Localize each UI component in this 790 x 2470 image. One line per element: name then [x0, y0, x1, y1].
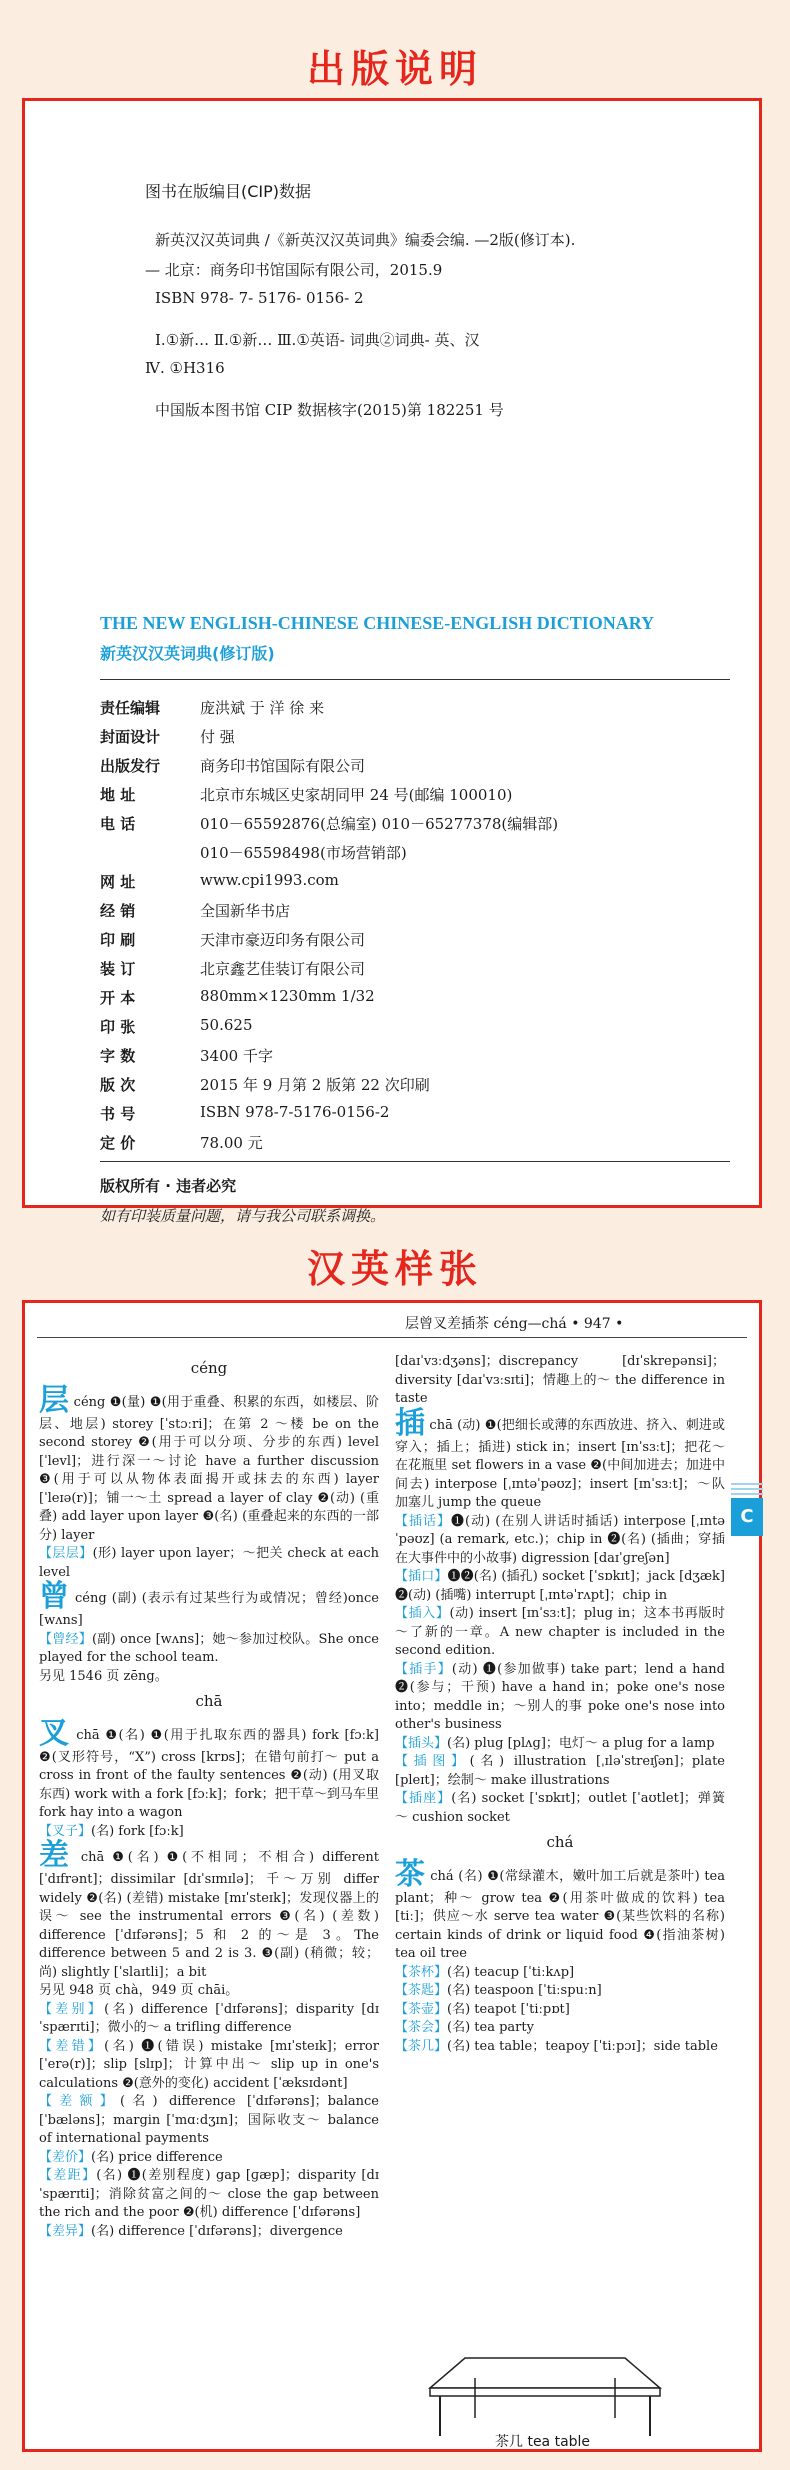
- sub-headword: 【插头】: [395, 1735, 448, 1751]
- dictionary-entry: [395, 1856, 726, 1964]
- sub-headword: 【差距】: [39, 2168, 97, 2183]
- pub-info-value: 付 强: [200, 728, 235, 746]
- pub-info-label: 装 订: [100, 960, 136, 978]
- sub-entry: [395, 1790, 725, 1827]
- book-title-english: THE NEW ENGLISH-CHINESE CHINESE-ENGLISH DICTIONARY: [100, 613, 655, 633]
- pinyin-heading: chá: [546, 1833, 574, 1851]
- pub-info-label: 网 址: [100, 873, 136, 891]
- sub-entry: [395, 1605, 725, 1661]
- pub-info-label: 电 话: [100, 815, 136, 833]
- sub-entry: [39, 2038, 379, 2094]
- sub-headword: 【差异】: [39, 2223, 92, 2239]
- sub-entry: [395, 1513, 725, 1569]
- pub-info-value: 50.625: [200, 1016, 253, 1034]
- pub-info-value: 全国新华书店: [200, 902, 291, 920]
- sub-entry: [395, 1753, 725, 1790]
- sub-entry: [39, 2223, 379, 2242]
- sub-entry-text: ❶❷(名) (插孔) socket [ˈsɒkɪt]；jack [dʒæk] ❷(动) (插嘴) interrupt [ˌɪntəˈrʌpt]；chip in: [395, 1569, 725, 1603]
- sub-entry-text: (名) ❶(错误) mistake [mɪˈsteɪk]；error [ˈerə(r)]；slip [slɪp]；计算中出～ slip up in one's calculations ❷(意外的变化) accident [ˈæksɪdənt]: [39, 2038, 379, 2091]
- sub-entry: [395, 1661, 725, 1735]
- pub-info-value: 北京鑫艺佳装订有限公司: [200, 960, 366, 978]
- cip-line: Ⅰ.①新… Ⅱ.①新… Ⅲ.①英语- 词典②词典- 英、汉: [155, 331, 480, 349]
- entry-text: chā ❶(名) ❶(用于扎取东西的器具) fork [fɔːk] ❷(叉形符号，“X”) cross [krɒs]；在错句前打～ put a cross in front of the faulty sentences ❷(动) (用叉取东西) work with a fork [fɔːk]；fork；把干草～到马车里 fork hay into a wagon: [39, 1727, 380, 1820]
- sub-entry-text: (名) difference [ˈdɪfərəns]；balance [ˈbæləns]；margin [ˈmɑːdʒɪn]；国际收支～ balance of international payments: [39, 2094, 379, 2146]
- cip-line: 中国版本图书馆 CIP 数据核字(2015)第 182251 号: [155, 401, 504, 419]
- sub-headword: 【叉子】: [39, 1823, 92, 1839]
- pub-info-value: 商务印书馆国际有限公司: [200, 757, 366, 775]
- cip-line: ISBN 978- 7- 5176- 0156- 2: [155, 289, 364, 307]
- pub-info-label: 封面设计: [100, 728, 161, 746]
- thumb-index-stripes: [731, 1483, 763, 1498]
- sub-entry-text: (名) plug [plʌɡ]；电灯～ a plug for a lamp: [447, 1735, 715, 1751]
- pub-info-value: 010－65598498(市场营销部): [200, 844, 407, 862]
- pub-info-value: www.cpi1993.com: [200, 871, 339, 889]
- pub-info-label: 出版发行: [100, 757, 161, 775]
- dictionary-entry: [39, 1579, 380, 1631]
- cross-reference: 另见 1546 页 zēng。: [39, 1668, 168, 1684]
- headword: 插: [395, 1405, 426, 1441]
- entry-text: céng (副) (表示有过某些行为或情况；曾经)once [wʌns]: [39, 1591, 380, 1628]
- pub-info-label: 责任编辑: [100, 699, 161, 717]
- pinyin-heading: chā: [195, 1692, 223, 1710]
- headword: 曾: [39, 1579, 70, 1614]
- cip-heading: 图书在版编目(CIP)数据: [145, 182, 312, 201]
- headword: 差: [39, 1838, 73, 1873]
- pub-info-label: 地 址: [100, 786, 136, 804]
- sub-entry-text: (名) teapot [ˈtiːpɒt]: [447, 2001, 570, 2017]
- copyright-page-panel: [22, 98, 762, 1225]
- sub-headword: 【差错】: [39, 2038, 105, 2054]
- sub-headword: 【插话】: [395, 1513, 452, 1529]
- sub-entry: [395, 2038, 725, 2057]
- sub-headword: 【曾经】: [39, 1631, 92, 1647]
- sub-entry-text: (名) tea table；teapoy [ˈtiːpɔɪ]；side table: [447, 2038, 718, 2054]
- sub-entry: [39, 1823, 379, 1842]
- cip-line: — 北京：商务印书馆国际有限公司，2015.9: [145, 261, 443, 279]
- sub-entry-text: (名) teaspoon [ˈtiːspuːn]: [447, 1983, 602, 1998]
- pub-info-label: 经 销: [100, 902, 136, 920]
- cross-reference: [daɪˈvɜːdʒəns]；discrepancy [dɪˈskrepənsi]；diversity [daɪˈvɜːsɪti]；情趣上的～ the difference in taste: [395, 1354, 725, 1406]
- pub-info-value: 天津市豪迈印务有限公司: [200, 931, 366, 949]
- sub-entry-text: (名) difference [ˈdɪfərəns]；divergence: [91, 2223, 343, 2239]
- headword: 叉: [39, 1715, 71, 1751]
- sub-headword: 【差价】: [39, 2149, 92, 2165]
- dictionary-entry: [395, 1405, 726, 1513]
- illustration-caption: 茶几 tea table: [495, 2434, 591, 2450]
- pub-info-value: 庞洪斌 于 洋 徐 来: [200, 699, 325, 717]
- pub-info-label: 定 价: [100, 1134, 136, 1152]
- sub-entry: [395, 2001, 725, 2020]
- thumb-index-tab: C: [731, 1498, 763, 1536]
- divider: [100, 1161, 730, 1162]
- headword: 茶: [395, 1856, 426, 1892]
- headword: 层: [39, 1382, 70, 1418]
- dictionary-sample-panel: [22, 1300, 762, 2452]
- sub-entry: [39, 2149, 379, 2168]
- pub-info-value: 010－65592876(总编室) 010－65277378(编辑部): [200, 815, 559, 833]
- entry-text: chā ❶(名) ❶(不相同；不相合) different [ˈdɪfrənt]；dissimilar [dɪˈsɪmɪlə]；千～万别 differ widely ❷(名) (差错) mistake [mɪˈsteɪk]；发现仪器上的误～ see the instrumental errors ❸(名) (差数) difference [ˈdɪfərəns]；5 和 2 的～是 3。The difference between 5 and 2 is 3. ❸(副) (稍微；较；尚) slightly [ˈslaɪtli]；a bit: [39, 1850, 379, 1980]
- sub-entry: [395, 1735, 725, 1754]
- sub-entry-text: (名) difference [ˈdɪfərəns]；disparity [dɪˈspærɪti]；微小的～ a trifling difference: [39, 2001, 379, 2035]
- sub-entry-text: (名) socket [ˈsɒkɪt]；outlet [ˈaʊtlet]；弹簧～ cushion socket: [395, 1791, 725, 1825]
- sub-entry-text: (动) ❶(参加做事) take part；lend a hand ❷(参与；干预) have a hand in；poke one's nose into；meddle in；～别人的事 poke one's nose into other's business: [395, 1661, 725, 1732]
- sample-section-title: 汉英样张: [306, 1247, 483, 1291]
- sub-headword: 【茶几】: [395, 2038, 448, 2054]
- sub-entry-text: (名) fork [fɔːk]: [91, 1823, 184, 1839]
- sub-headword: 【茶匙】: [395, 1983, 448, 1998]
- sub-entry-text: (动) insert [ɪnˈsɜːt]；plug in；这本书再版时～了新的一章。A new chapter is included in the second edition.: [395, 1606, 725, 1658]
- sub-headword: 【插手】: [395, 1661, 452, 1677]
- header-rule: [37, 1337, 747, 1338]
- entry-text: chá (名) ❶(常绿灌木，嫩叶加工后就是茶叶) tea plant；种～ grow tea ❷(用茶叶做成的饮料) tea [tiː]；供应～水 serve tea water ❸(某些饮料的名称) certain kinds of drink or liquid food ❹(指油茶树) tea oil tree: [395, 1868, 726, 1961]
- pub-info-label: 印 刷: [100, 931, 136, 949]
- sub-entry: [395, 1964, 725, 1983]
- page-header: 层曾叉差插茶 céng—chá • 947 •: [405, 1316, 624, 1332]
- sub-headword: 【插座】: [395, 1791, 452, 1806]
- publication-section-title: 出版说明: [306, 47, 483, 91]
- pub-info-value: 880mm×1230mm 1/32: [200, 987, 375, 1005]
- pub-info-value: 2015 年 9 月第 2 版第 22 次印刷: [200, 1076, 430, 1094]
- sub-headword: 【茶壶】: [395, 2001, 448, 2017]
- pub-info-label: 版 次: [100, 1076, 136, 1094]
- left-column: [39, 1353, 379, 2241]
- dictionary-entry: [39, 1715, 380, 1823]
- copyright-line: 版权所有 · 违者必究: [100, 1177, 237, 1195]
- cross-reference: 另见 948 页 chà，949 页 chāi。: [39, 1983, 239, 1998]
- entry-text: chā (动) ❶(把细长或薄的东西放进、挤入、刺进或穿入；插上；插进) stick in；insert [ɪnˈsɜːt]；把花～在花瓶里 set flowers in a vase ❷(中间加进去；加进中间去) interpose [ˌɪntəˈpəʊz]；insert [ɪnˈsɜːt]；～队 加塞儿 jump the queue: [395, 1417, 726, 1510]
- pinyin-heading: céng: [190, 1359, 228, 1377]
- sub-headword: 【差别】: [39, 2001, 105, 2017]
- sub-entry: [39, 1631, 379, 1668]
- sub-entry: [39, 1545, 379, 1582]
- entry-text: céng ❶(量) ❶(用于重叠、积累的东西，如楼层、阶层、地层) storey [ˈstɔːri]；在第 2 ～楼 be on the second storey ❷(用于可以分项、分步的东西) level [ˈlevl]；进行深一～讨论 have a further discussion ❸(用于可以从物体表面揭开或抹去的东西) layer [ˈleɪə(r)]；铺一～土 spread a layer of clay ❷(动) (重叠) add layer upon layer ❸(名) (重叠起来的东西的一部分) layer: [39, 1394, 380, 1543]
- sub-entry: [395, 1982, 725, 2001]
- divider: [100, 679, 730, 680]
- sub-entry-text: (名) teacup [ˈtiːkʌp]: [447, 1964, 575, 1980]
- pub-info-value: 3400 千字: [200, 1047, 273, 1065]
- pub-info-label: 印 张: [100, 1018, 136, 1036]
- sub-entry-text: ❶(动) (在别人讲话时插话) interpose [ˌɪntəˈpəʊz] (a remark, etc.)；chip in ❷(名) (插曲；穿插在大事件中的小故事) digression [daɪˈɡreʃən]: [395, 1513, 725, 1566]
- pub-info-label: 书 号: [100, 1105, 136, 1123]
- sub-headword: 【差额】: [39, 2094, 120, 2109]
- sub-entry-text: (名) price difference: [91, 2149, 223, 2165]
- dictionary-entry: [39, 1838, 379, 1982]
- tea-table-illustration: [425, 2348, 665, 2438]
- sub-headword: 【插图】: [395, 1754, 470, 1769]
- sub-headword: 【插入】: [395, 1606, 450, 1621]
- sub-headword: 【插口】: [395, 1569, 448, 1584]
- quality-notice: 如有印装质量问题，请与我公司联系调换。: [100, 1207, 386, 1225]
- book-title-chinese: 新英汉汉英词典(修订版): [100, 644, 275, 663]
- sub-entry-text: (形) layer upon layer；～把关 check at each level: [39, 1546, 379, 1580]
- sub-entry-text: (名) ❶(差别程度) gap [ɡæp]；disparity [dɪˈspærɪti]；消除贫富之间的～ close the gap between the rich and the poor ❷(机) difference [ˈdɪfərəns]: [39, 2168, 379, 2220]
- right-column: [395, 1353, 725, 2056]
- sub-entry-text: (副) once [wʌns]；她～参加过校队。She once played for the school team.: [39, 1631, 379, 1665]
- sub-headword: 【茶杯】: [395, 1964, 448, 1980]
- cip-line: 新英汉汉英词典 /《新英汉汉英词典》编委会编. —2版(修订本).: [155, 231, 576, 249]
- sub-entry-text: (名) tea party: [447, 2020, 534, 2035]
- pub-info-label: 字 数: [100, 1047, 136, 1065]
- pub-info-value: 78.00 元: [200, 1134, 263, 1152]
- sub-entry: [39, 2093, 379, 2149]
- sub-entry: [395, 1568, 725, 1605]
- dictionary-entry: [39, 1382, 380, 1546]
- cip-line: Ⅳ. ①H316: [145, 359, 225, 377]
- sub-headword: 【层层】: [39, 1546, 93, 1561]
- pub-info-value: 北京市东城区史家胡同甲 24 号(邮编 100010): [200, 786, 513, 804]
- sub-entry: [395, 2019, 725, 2038]
- sub-headword: 【茶会】: [395, 2020, 448, 2035]
- sub-entry: [39, 2001, 379, 2038]
- pub-info-label: 开 本: [100, 989, 136, 1007]
- sub-entry: [39, 2167, 379, 2223]
- sub-entry-text: (名) illustration [ˌɪləˈstreɪʃən]；plate [pleɪt]；绘制～ make illustrations: [395, 1754, 725, 1788]
- pub-info-value: ISBN 978-7-5176-0156-2: [200, 1103, 390, 1121]
